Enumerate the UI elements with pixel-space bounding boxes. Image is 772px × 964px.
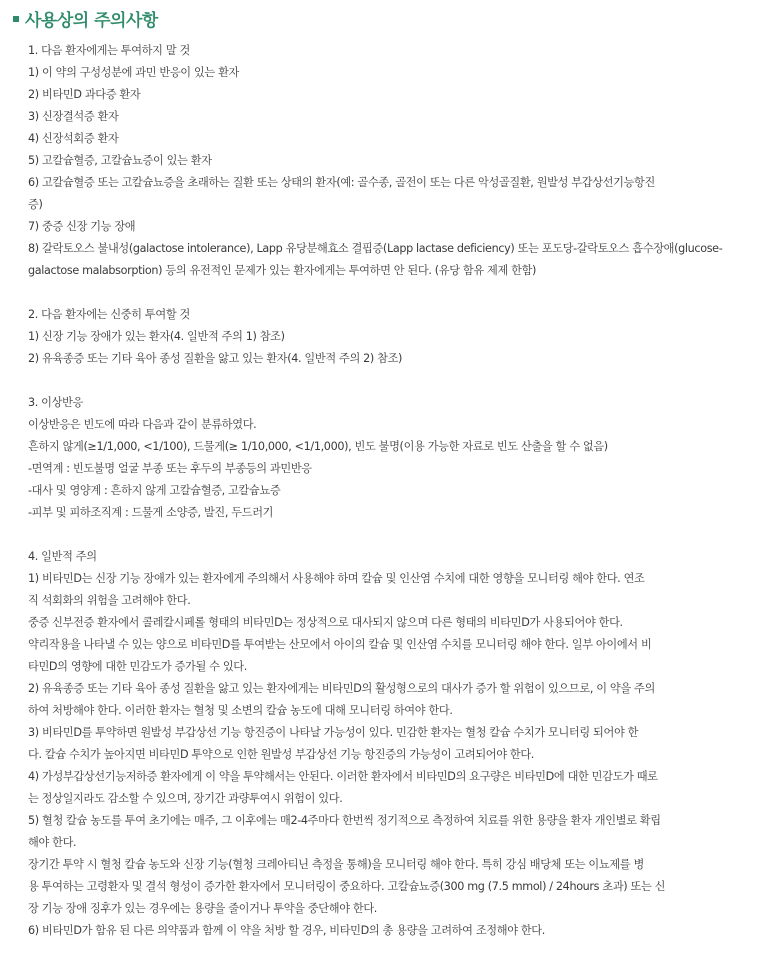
text-line: 용 투여하는 고령환자 및 결석 형성이 증가한 환자에서 모니터링이 중요하다. 고칼슘뇨증(300 mg (7.5 mmol) / 24hours 초과) 또는 신: [28, 880, 666, 893]
section-heading: 4. 일반적 주의: [28, 550, 97, 563]
text-line: 1) 비타민D는 신장 기능 장애가 있는 환자에게 주의해서 사용해야 하며 칼슘 및 인산염 수치에 대한 영향을 모니터링 해야 한다. 연조: [28, 572, 645, 585]
text-line: 중증 신부전증 환자에서 콜레칼시페롤 형태의 비타민D는 정상적으로 대사되지 않으며 다른 형태의 비타민D가 사용되어야 한다.: [28, 616, 623, 629]
section-heading: 2. 다음 환자에는 신중히 투여할 것: [28, 308, 190, 321]
text-line: 는 정상일지라도 감소할 수 있으며, 장기간 과량투여시 위험이 있다.: [28, 792, 343, 805]
text-line: 8) 갈락토오스 불내성(galactose intolerance), Lapp 유당분해효소 결핍증(Lapp lactase deficiency) 또는 포도당-갈락토오스 흡수장애(glucose-: [28, 242, 723, 255]
text-line: 2) 비타민D 과다증 환자: [28, 88, 141, 101]
precaution-section: [28, 40, 748, 282]
text-line: 장 기능 장애 징후가 있는 경우에는 용량을 줄이거나 투약을 중단해야 한다.: [28, 902, 377, 915]
section-header: [13, 6, 158, 31]
text-line: 다. 칼슘 수치가 높아지면 비타민D 투약으로 인한 원발성 부갑상선 기능 항진증의 가능성이 고려되어야 한다.: [28, 748, 535, 761]
text-line: 1) 신장 기능 장애가 있는 환자(4. 일반적 주의 1) 참조): [28, 330, 285, 343]
square-bullet-icon: [13, 16, 19, 22]
precautions-content: [28, 40, 748, 964]
precaution-section: [28, 392, 748, 524]
text-line: 타민D의 영향에 대한 민감도가 증가될 수 있다.: [28, 660, 247, 673]
text-line: 흔하지 않게(≥1/1,000, <1/100), 드물게(≥ 1/10,000, <1/1,000), 빈도 불명(이용 가능한 자료로 빈도 산출을 할 수 없음): [28, 440, 608, 453]
text-line: 3) 신장결석증 환자: [28, 110, 119, 123]
text-line: 해야 한다.: [28, 836, 77, 849]
text-line: 직 석회화의 위험을 고려해야 한다.: [28, 594, 191, 607]
text-line: 하여 처방해야 한다. 이러한 환자는 혈청 및 소변의 칼슘 농도에 대해 모니터링 하여야 한다.: [28, 704, 453, 717]
text-line: galactose malabsorption) 등의 유전적인 문제가 있는 환자에게는 투여하면 안 된다. (유당 함유 제제 한함): [28, 264, 537, 277]
text-line: -면역계 : 빈도불명 얼굴 부종 또는 후두의 부종등의 과민반응: [28, 462, 312, 475]
text-line: 1) 이 약의 구성성분에 과민 반응이 있는 환자: [28, 66, 239, 79]
text-line: 증): [28, 198, 43, 211]
text-line: 5) 고칼슘혈증, 고칼슘뇨증이 있는 환자: [28, 154, 212, 167]
text-line: 4) 가성부갑상선기능저하증 환자에게 이 약을 투약해서는 안된다. 이러한 환자에서 비타민D의 요구량은 비타민D에 대한 민감도가 때로: [28, 770, 658, 783]
section-heading: 3. 이상반응: [28, 396, 84, 409]
text-line: 장기간 투약 시 혈청 칼슘 농도와 신장 기능(혈청 크레아티닌 측정을 통해)을 모니터링 해야 한다. 특히 강심 배당체 또는 이뇨제를 병: [28, 858, 644, 871]
precaution-section: [28, 304, 748, 370]
text-line: 2) 유육종증 또는 기타 육아 종성 질환을 앓고 있는 환자에게는 비타민D의 활성형으로의 대사가 증가 할 위험이 있으므로, 이 약을 주의: [28, 682, 655, 695]
text-line: 7) 중증 신장 기능 장애: [28, 220, 136, 233]
text-line: 5) 혈청 칼슘 농도를 투여 초기에는 매주, 그 이후에는 매2-4주마다 한번씩 정기적으로 측정하여 치료를 위한 용량을 환자 개인별로 확립: [28, 814, 661, 827]
precaution-section: [28, 546, 748, 942]
text-line: 4) 신장석회증 환자: [28, 132, 119, 145]
section-heading: 1. 다음 환자에게는 투여하지 말 것: [28, 44, 190, 57]
text-line: 2) 유육종증 또는 기타 육아 종성 질환을 앓고 있는 환자(4. 일반적 주의 2) 참조): [28, 352, 403, 365]
page-title: 사용상의 주의사항: [25, 11, 158, 31]
text-line: 6) 고칼슘혈증 또는 고칼슘뇨증을 초래하는 질환 또는 상태의 환자(예: 골수종, 골전이 또는 다른 악성골질환, 원발성 부갑상선기능항진: [28, 176, 655, 189]
text-line: -대사 및 영양계 : 흔하지 않게 고칼슘혈증, 고칼슘뇨증: [28, 484, 281, 497]
text-line: 3) 비타민D를 투약하면 원발성 부갑상선 기능 항진증이 나타날 가능성이 있다. 민감한 환자는 혈청 칼슘 수치가 모니터링 되어야 한: [28, 726, 639, 739]
text-line: 6) 비타민D가 함유 된 다른 의약품과 함께 이 약을 처방 할 경우, 비타민D의 총 용량을 고려하여 조정해야 한다.: [28, 924, 545, 937]
text-line: -피부 및 피하조직계 : 드물게 소양증, 발진, 두드러기: [28, 506, 274, 519]
text-line: 이상반응은 빈도에 따라 다음과 같이 분류하였다.: [28, 418, 257, 431]
text-line: 약리작용을 나타낼 수 있는 양으로 비타민D를 투여받는 산모에서 아이의 칼슘 및 인산염 수치를 모니터링 해야 한다. 일부 아이에서 비: [28, 638, 652, 651]
